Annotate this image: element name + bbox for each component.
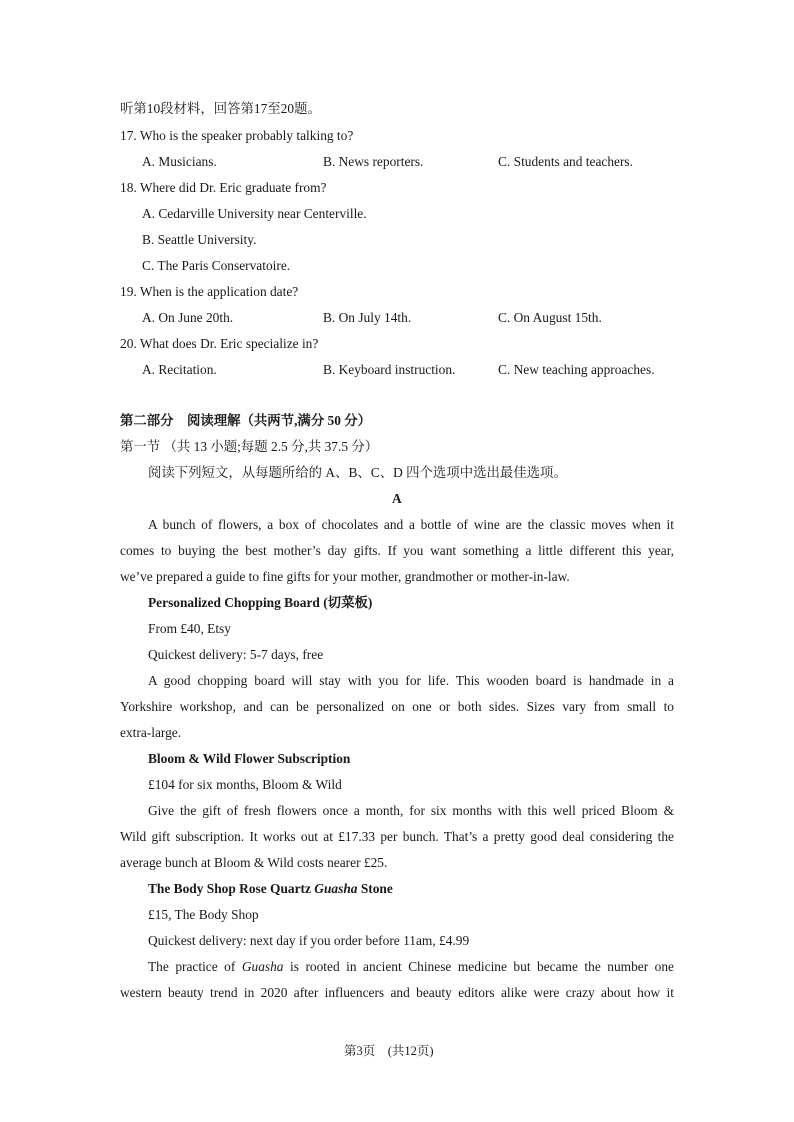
question-19: 19. When is the application date?	[120, 284, 299, 299]
gift3-title	[148, 880, 393, 898]
gift3-desc-em: Guasha	[241, 959, 284, 974]
intro-line-2: comes to buying the best mother’s day gifts. If you want something a little different this year,	[120, 543, 674, 558]
gift3-title-em: Guasha	[314, 881, 358, 896]
question-18: 18. Where did Dr. Eric graduate from?	[120, 180, 327, 195]
q19-option-b: B. On July 14th.	[323, 310, 412, 325]
reading-instruction: 阅读下列短文，从每题所给的 A、B、C、D 四个选项中选出最佳选项。	[148, 465, 567, 480]
q17-option-a: A. Musicians.	[142, 154, 217, 169]
gift3-desc-pre: The practice of	[148, 959, 242, 974]
q17-option-b: B. News reporters.	[323, 154, 424, 169]
gift1-title: Personalized Chopping Board (切菜板)	[148, 595, 373, 610]
q20-option-c: C. New teaching approaches.	[498, 362, 655, 377]
q17-option-c: C. Students and teachers.	[498, 154, 633, 169]
gift1-desc-line-2: Yorkshire workshop, and can be personalized on one or both sides. Sizes vary from small to	[120, 699, 674, 714]
gift1-desc-line-3: extra-large.	[120, 725, 182, 740]
gift3-title-post: Stone	[357, 881, 393, 896]
gift1-delivery: Quickest delivery: 5-7 days, free	[148, 647, 324, 662]
gift3-price: £15, The Body Shop	[148, 907, 259, 922]
intro-line-3: we’ve prepared a guide to fine gifts for your mother, grandmother or mother-in-law.	[120, 569, 570, 584]
q19-option-c: C. On August 15th.	[498, 310, 602, 325]
gift2-desc-line-2: Wild gift subscription. It works out at £17.33 per bunch. That’s a pretty good deal considering the	[120, 829, 674, 844]
gift2-price: £104 for six months, Bloom & Wild	[148, 777, 342, 792]
page-footer: 第3页 (共12页)	[344, 1044, 434, 1058]
q20-option-a: A. Recitation.	[142, 362, 217, 377]
q19-option-a: A. On June 20th.	[142, 310, 234, 325]
intro-line-1: A bunch of flowers, a box of chocolates and a bottle of wine are the classic moves when it	[148, 517, 674, 532]
gift3-desc-post: is rooted in ancient Chinese medicine but became the number one	[283, 959, 675, 974]
gift3-desc-line-1	[148, 958, 674, 976]
gift2-desc-line-3: average bunch at Bloom & Wild costs nearer £25.	[120, 855, 388, 870]
passage-label: A	[392, 491, 402, 506]
gift1-price: From £40, Etsy	[148, 621, 231, 636]
section-title: 第一节 （共 13 小题;每题 2.5 分,共 37.5 分）	[120, 439, 379, 454]
listening-intro: 听第10段材料，回答第17至20题。	[120, 101, 321, 116]
question-20: 20. What does Dr. Eric specialize in?	[120, 336, 319, 351]
gift2-desc-line-1: Give the gift of fresh flowers once a month, for six months with this well priced Bloom &	[148, 803, 674, 818]
q20-option-b: B. Keyboard instruction.	[323, 362, 456, 377]
gift3-delivery: Quickest delivery: next day if you order before 11am, £4.99	[148, 933, 470, 948]
gift2-title: Bloom & Wild Flower Subscription	[148, 751, 351, 766]
q18-option-c: C. The Paris Conservatoire.	[142, 258, 291, 273]
gift3-desc-line-2: western beauty trend in 2020 after influencers and beauty editors alike were crazy about how it	[120, 985, 674, 1000]
q18-option-a: A. Cedarville University near Centerville.	[142, 206, 367, 221]
part-title: 第二部分 阅读理解（共两节,满分 50 分）	[120, 413, 372, 428]
gift3-title-pre: The Body Shop Rose Quartz	[148, 881, 315, 896]
question-17: 17. Who is the speaker probably talking to?	[120, 128, 354, 143]
q18-option-b: B. Seattle University.	[142, 232, 257, 247]
gift1-desc-line-1: A good chopping board will stay with you for life. This wooden board is handmade in a	[148, 673, 674, 688]
